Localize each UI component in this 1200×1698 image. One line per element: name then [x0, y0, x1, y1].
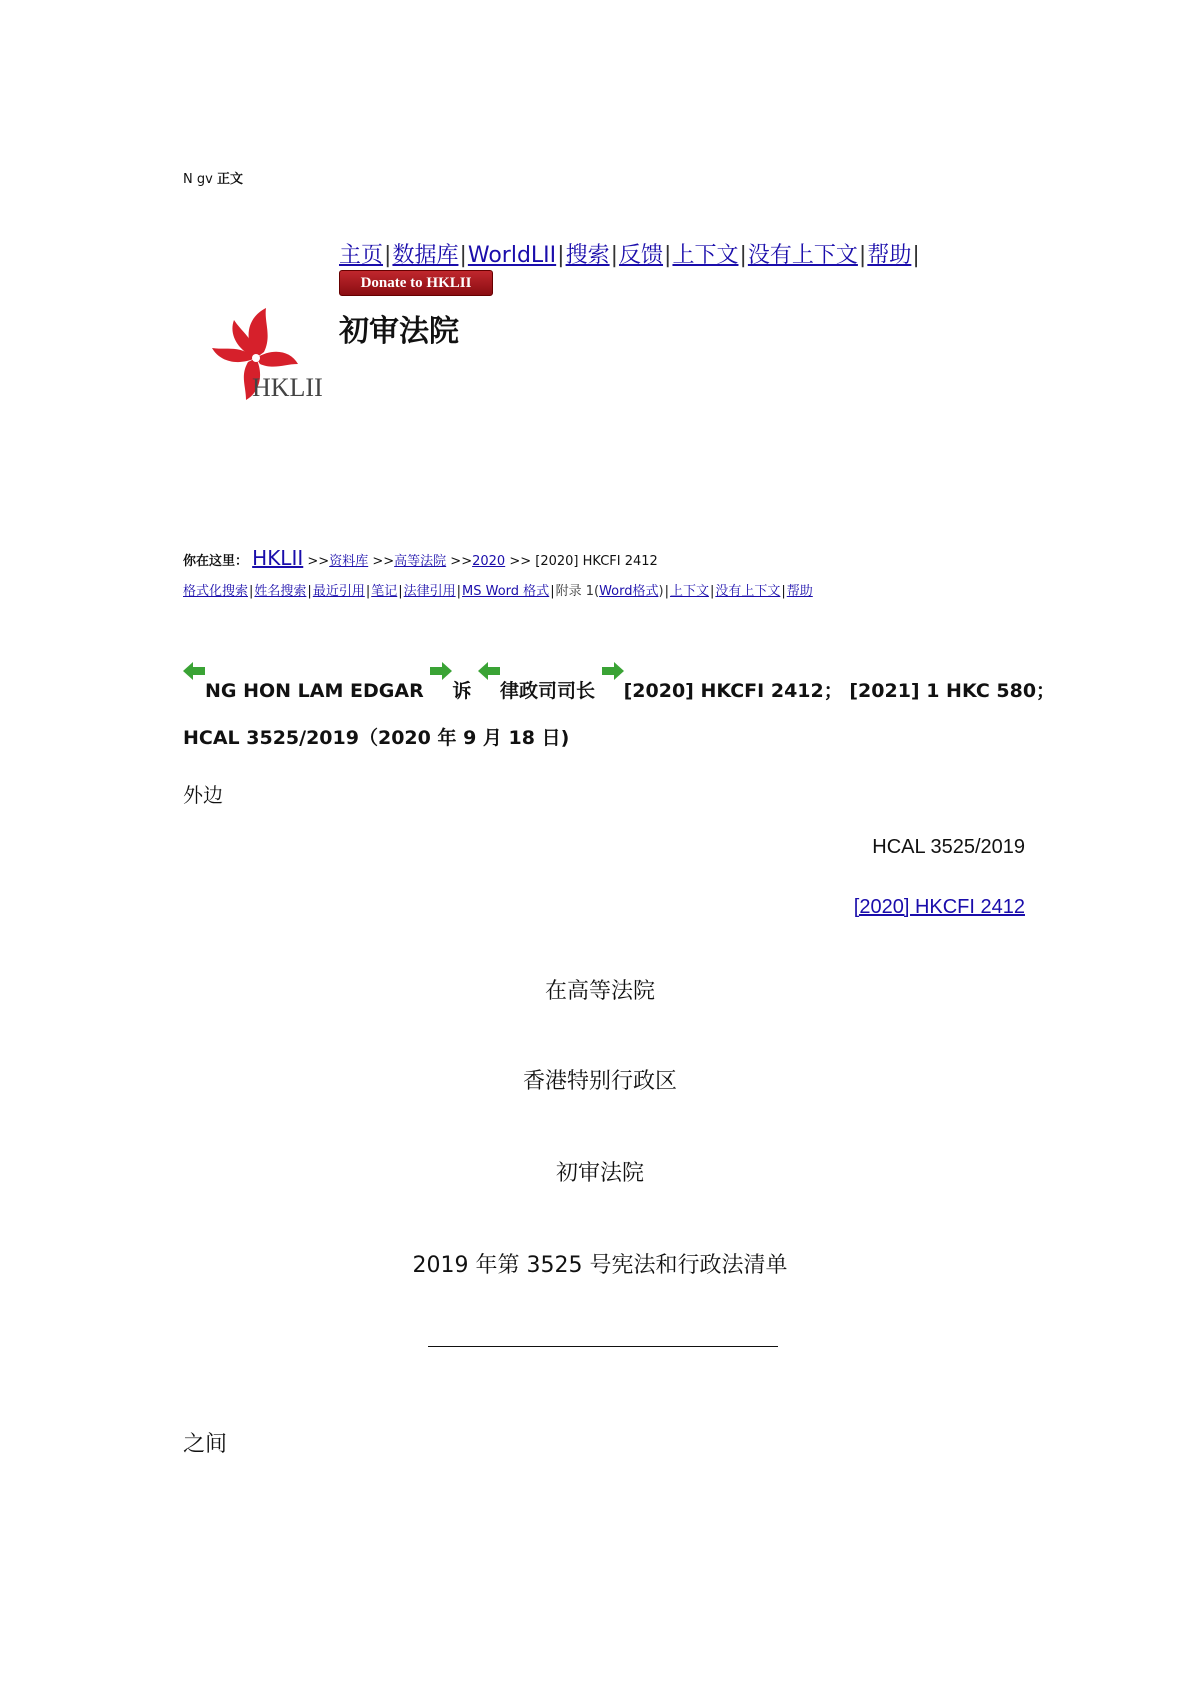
nav-separator: | [739, 243, 747, 268]
breadcrumb-sep: >> [372, 554, 395, 569]
outside-label: 外边 [183, 783, 223, 807]
breadcrumb-sep: >> [450, 554, 473, 569]
case-number-date: HCAL 3525/2019（2020 年 9 月 18 日) [183, 727, 570, 749]
toolbar-recent[interactable]: 最近引用 [312, 584, 365, 599]
case-citations: [2020] HKCFI 2412； [2021] 1 HKC 580； [623, 680, 1056, 702]
nav-worldlii[interactable]: WorldLII [467, 243, 557, 268]
breadcrumb-year[interactable]: 2020 [472, 554, 506, 569]
breadcrumb-sep: >> [307, 554, 330, 569]
document-toolbar: 格式化搜索|姓名搜索|最近引用|笔记|法律引用|MS Word 格式|附录 1(Word格式)|上下文|没有上下文|帮助 [183, 584, 813, 599]
hklii-logo[interactable] [194, 300, 324, 415]
court-line-list-number: 2019 年第 3525 号宪法和行政法清单 [412, 1253, 788, 1278]
court-line-hksar: 香港特别行政区 [522, 1069, 677, 1094]
nav-separator: | [557, 243, 565, 268]
nav-no-context[interactable]: 没有上下文 [747, 243, 858, 268]
breadcrumb-sep: >> [509, 554, 532, 569]
toolbar-help[interactable]: 帮助 [786, 584, 813, 599]
nav-separator: | [610, 243, 619, 268]
top-navigation [339, 238, 921, 269]
case-number: HCAL 3525/2019 [872, 836, 1025, 858]
breadcrumb-home[interactable]: HKLII [252, 546, 304, 570]
citation [854, 896, 1025, 919]
party-applicant: NG HON LAM EDGAR [205, 680, 424, 702]
nav-help[interactable]: 帮助 [867, 243, 912, 268]
versus-label: 诉 [452, 680, 472, 702]
nav-separator: | [664, 243, 672, 268]
between-label: 之间 [183, 1432, 228, 1457]
breadcrumb-current: [2020] HKCFI 2412 [535, 554, 658, 569]
nav-search[interactable]: 搜索 [565, 243, 610, 268]
toolbar-formatted-search[interactable]: 格式化搜索 [183, 584, 249, 599]
nav-context[interactable]: 上下文 [672, 243, 739, 268]
nav-separator: | [384, 243, 392, 268]
citation-link[interactable]: [2020] HKCFI 2412 [853, 896, 1025, 918]
court-line-first-instance: 初审法院 [555, 1161, 644, 1186]
arrow-left-icon[interactable] [478, 661, 500, 681]
arrow-left-icon[interactable] [183, 661, 205, 681]
logo-text: HKLII [252, 373, 323, 402]
header-note [183, 168, 243, 187]
nav-feedback[interactable]: 反馈 [619, 243, 664, 268]
header-note-bold: 正文 [216, 172, 243, 187]
toolbar-law-citation[interactable]: 法律引用 [403, 584, 456, 599]
breadcrumb [183, 546, 658, 570]
nav-separator: | [459, 243, 467, 268]
toolbar-notes[interactable]: 笔记 [371, 584, 398, 599]
toolbar-name-search[interactable]: 姓名搜索 [254, 584, 307, 599]
nav-separator: | [858, 243, 867, 268]
case-title [183, 676, 1055, 703]
arrow-right-icon[interactable] [430, 661, 452, 681]
toolbar-context[interactable]: 上下文 [669, 584, 709, 599]
breadcrumb-databases[interactable]: 资料库 [329, 554, 369, 569]
donate-button[interactable]: Donate to HKLII [339, 270, 493, 296]
toolbar-no-context[interactable]: 没有上下文 [715, 584, 781, 599]
nav-separator: | [912, 243, 920, 268]
nav-home[interactable]: 主页 [339, 243, 384, 268]
toolbar-appendix: 附录 1 [555, 584, 594, 599]
breadcrumb-label: 你在这里： [183, 554, 249, 569]
page-title: 初审法院 [339, 314, 459, 349]
toolbar-word-format[interactable]: Word格式 [599, 584, 659, 599]
toolbar-ms-word[interactable]: MS Word 格式 [462, 584, 550, 599]
arrow-right-icon[interactable] [602, 661, 624, 681]
divider-line [428, 1346, 778, 1347]
nav-databases[interactable]: 数据库 [392, 243, 459, 268]
party-respondent: 律政司司长 [499, 680, 595, 702]
breadcrumb-high-court[interactable]: 高等法院 [394, 554, 447, 569]
header-note-prefix: N gv [183, 172, 213, 187]
court-line-high-court: 在高等法院 [544, 979, 655, 1004]
